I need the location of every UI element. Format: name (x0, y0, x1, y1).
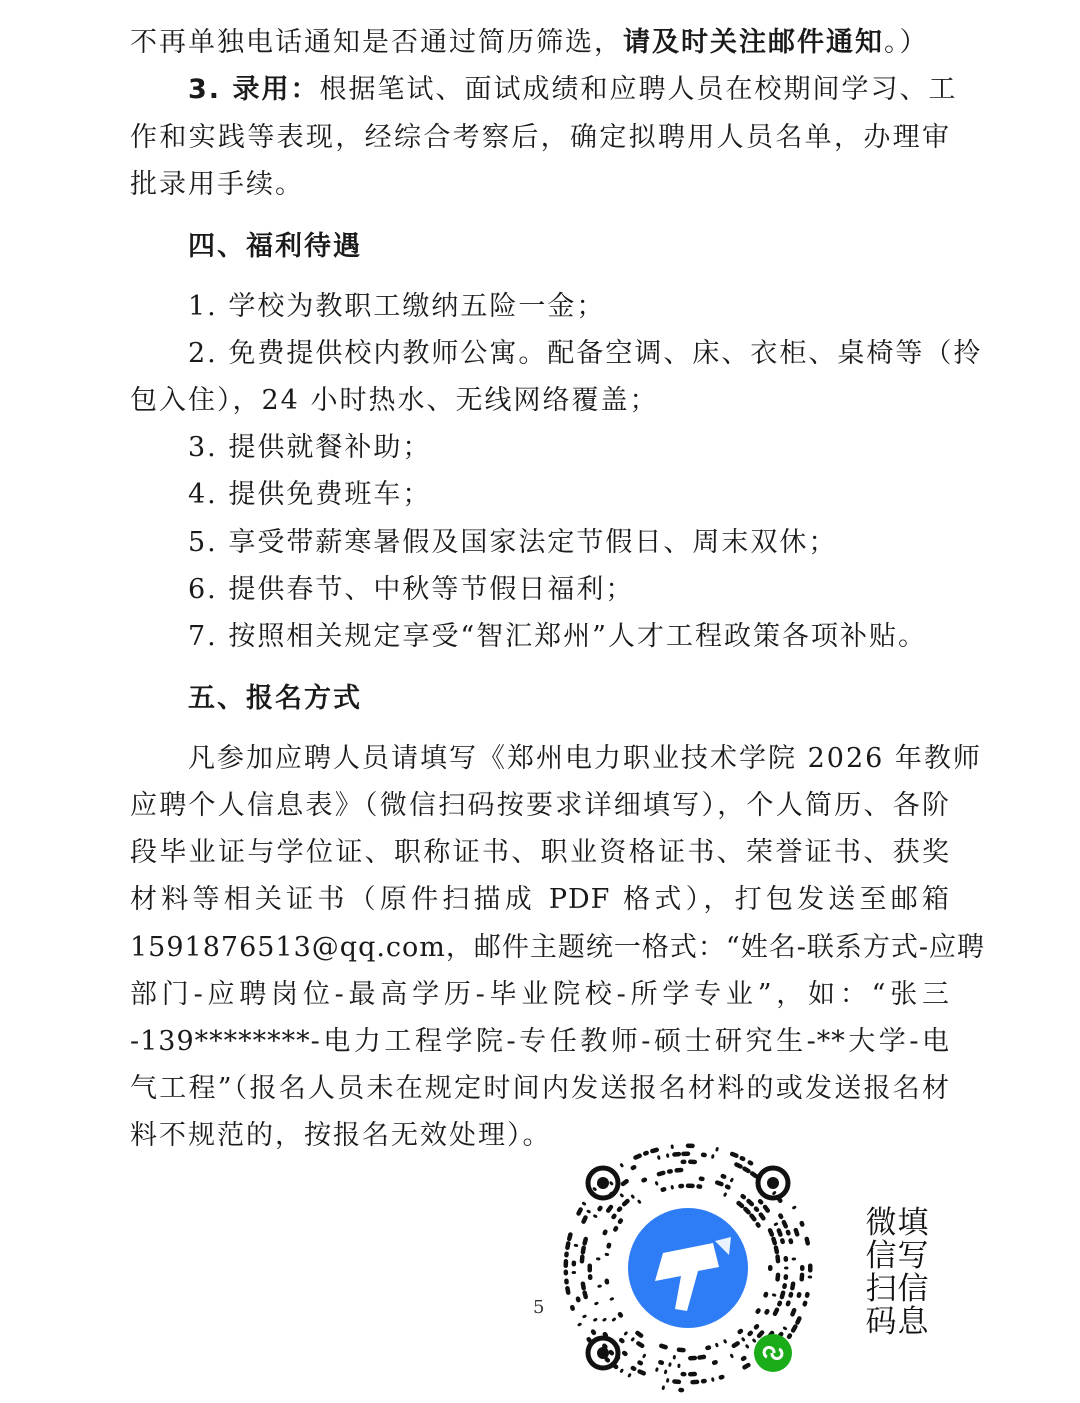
section-5-heading: 五、报名方式 (188, 683, 362, 714)
text: 不再单独电话通知是否通过简历筛选， (130, 27, 623, 58)
section-5-line: 凡参加应聘人员请填写《郑州电力职业技术学院 2026 年教师 (188, 743, 982, 774)
section-3-line2: 作和实践等表现，经综合考察后，确定拟聘用人员名单，办理审 (130, 122, 950, 153)
emphasis-text: 请及时关注邮件通知 (623, 27, 884, 58)
benefit-item: 5. 享受带薪寒暑假及国家法定节假日、周末双休； (188, 527, 838, 558)
benefit-item: 2. 免费提供校内教师公寓。配备空调、床、衣柜、桌椅等（拎 (188, 338, 983, 369)
text: 。） (884, 27, 929, 58)
qr-code[interactable] (563, 1143, 813, 1393)
benefit-item: 7. 按照相关规定享受“智汇郑州”人才工程政策各项补贴。 (188, 621, 927, 652)
qr-caption-col1: 微信扫码 (865, 1205, 897, 1340)
wechat-mini-program-qr-icon (563, 1143, 813, 1393)
benefit-item: 4. 提供免费班车； (188, 479, 432, 510)
section-5-line: 应聘个人信息表》（微信扫码按要求详细填写），个人简历、各阶 (130, 790, 950, 821)
section-5-line: 1591876513@qq.com，邮件主题统一格式：“姓名-联系方式-应聘 (130, 932, 985, 963)
section-4-heading: 四、福利待遇 (188, 231, 362, 262)
section-3-label: 3. 录用： (188, 74, 320, 105)
benefit-item: 1. 学校为教职工缴纳五险一金； (188, 291, 606, 322)
section-5-line: 料不规范的，按报名无效处理）。 (130, 1120, 552, 1151)
section-5-line: 气工程”（报名人员未在规定时间内发送报名材料的或发送报名材 (130, 1073, 950, 1104)
section-5-line: 段毕业证与学位证、职称证书、职业资格证书、荣誉证书、获奖 (130, 837, 950, 868)
section-5-line: -139********-电力工程学院-专任教师-硕士研究生-**大学-电 (130, 1026, 950, 1057)
benefit-item: 6. 提供春节、中秋等节假日福利； (188, 574, 635, 605)
benefit-item: 3. 提供就餐补助； (188, 432, 432, 463)
section-5-line: 部门-应聘岗位-最高学历-毕业院校-所学专业”，如：“张三 (130, 979, 950, 1010)
page-number: 5 (533, 1297, 545, 1318)
section-3-line1 (188, 73, 957, 107)
section-3-line3: 批录用手续。 (130, 169, 304, 200)
section-5-line: 材料等相关证书（原件扫描成 PDF 格式），打包发送至邮箱 (130, 884, 950, 915)
paragraph-line (130, 26, 929, 60)
qr-caption-col2: 填写信息 (897, 1205, 929, 1340)
benefit-item-cont: 包入住），24 小时热水、无线网络覆盖； (130, 385, 659, 416)
text: 根据笔试、面试成绩和应聘人员在校期间学习、工 (319, 74, 958, 105)
